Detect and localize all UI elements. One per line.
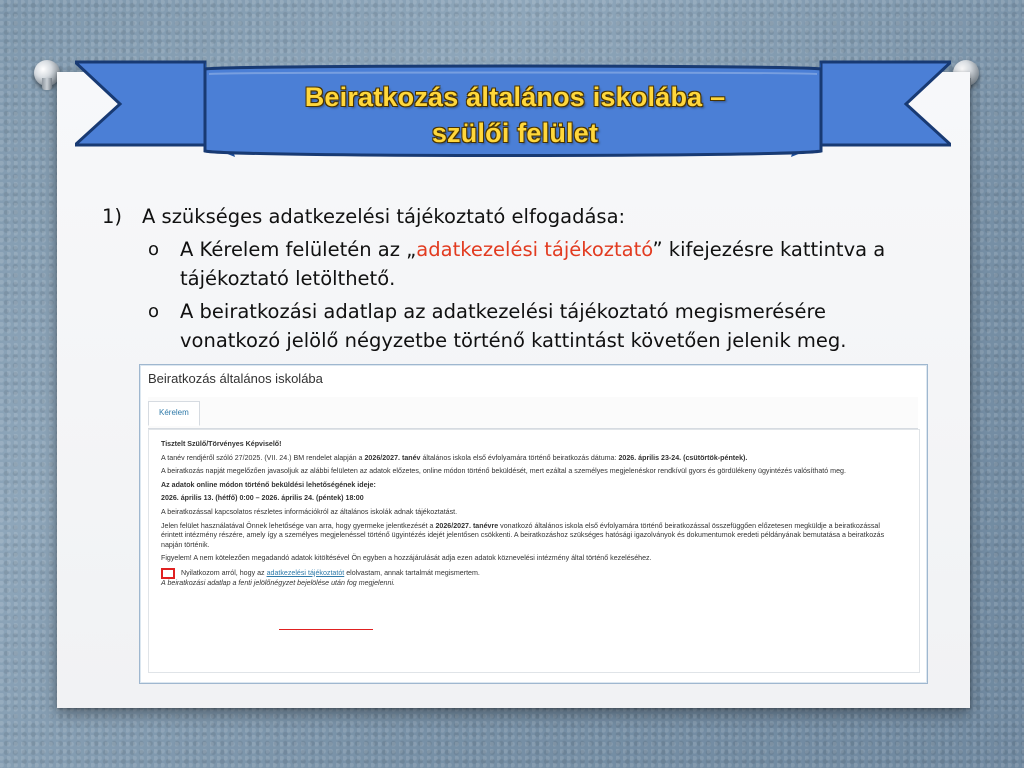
embedded-tab-bar (148, 397, 918, 429)
slide-title-line-1: Beiratkozás általános iskolába – (304, 82, 726, 112)
consent-row (161, 568, 903, 579)
privacy-notice-phrase: adatkezelési tájékoztató (416, 238, 653, 261)
consent-checkbox[interactable] (161, 568, 175, 579)
sub-bullet-2-text: A beiratkozási adatlap az adatkezelési tájékoztató megismerésére vonatkozó jelölő négyzetbe történő kattintást követően jelenik meg. (180, 300, 847, 352)
greeting-text: Tisztelt Szülő/Törvényes Képviselő! (161, 440, 282, 448)
sub-bullet-1-text (174, 235, 930, 293)
online-window-dates: 2026. április 13. (hétfő) 0:00 – 2026. április 24. (péntek) 18:00 (161, 494, 364, 503)
para4-suffix: vonatkozó általános iskola első évfolyamára történő beiratkozással összefüggően előzetesen megküldje a beiratkozással érintett intézmény részére, amely így a személyes megjelenéssel történő ügyintézés idejét jelentősen csökkenti. A beiratkozáshoz szükséges hatósági igazolványok és dokumentumok eredeti példányának bemutatása a beiratkozás napján történik. (161, 521, 885, 549)
consent-suffix: elolvastam, annak tartalmát megismertem. (344, 568, 480, 577)
consent-prefix: Nyilatkozom arról, hogy az (181, 568, 267, 577)
form-display-note: A beiratkozási adatlap a fenti jelölőnégyzet bejelölése után fog megjelenni. (161, 578, 395, 587)
sub-bullet-2 (148, 297, 930, 355)
para1-mid: általános iskola első évfolyamára történő beiratkozás dátuma: (420, 453, 619, 462)
sub-bullet-1-suffix: ” kifejezésre kattintva a tájékoztató letölthető. (180, 238, 886, 290)
circle-bullet-icon: o (148, 301, 160, 322)
school-year-paragraph (161, 454, 903, 464)
consent-text (181, 569, 480, 579)
para4-prefix: Jelen felület használatával Önnek lehetősége van arra, hogy gyermeke jelentkezését a (161, 521, 436, 530)
slide-content (90, 202, 930, 355)
embedded-form-body (161, 440, 903, 593)
surface-usage-paragraph (161, 522, 903, 551)
tab-kerelem[interactable]: Kérelem (148, 401, 200, 426)
para1-bold-year: 2026/2027. tanév (364, 453, 421, 462)
numbered-item (102, 202, 930, 231)
para1-prefix: A tanév rendjéről szóló 27/2025. (VII. 24.) BM rendelet alapján a (161, 453, 365, 462)
embedded-page-title: Beiratkozás általános iskolába (148, 371, 323, 386)
online-window-heading: Az adatok online módon történő beküldési lehetőségének ideje: (161, 480, 376, 489)
warning-paragraph: Figyelem! A nem kötelezően megadandó adatok kitöltésével Ön egyben a hozzájárulását adja ezen adatok köznevelési intézmény által történő kezeléséhez. (161, 554, 652, 563)
item-text: A szükséges adatkezelési tájékoztató elfogadása: (142, 205, 626, 228)
slide-title-line-2: szülői felület (431, 118, 599, 148)
para1-bold-date: 2026. április 23-24. (csütörtök-péntek). (618, 453, 748, 462)
privacy-notice-link[interactable]: adatkezelési tájékoztatót (266, 568, 345, 577)
info-paragraph: A beiratkozással kapcsolatos részletes információkról az általános iskolák adnak tájékoztatást. (161, 507, 458, 516)
embedded-form-screenshot (139, 364, 928, 684)
embedded-form-panel (148, 429, 920, 673)
slide-title (215, 79, 815, 151)
sub-bullet-1 (148, 235, 930, 293)
para4-bold-year: 2026/2027. tanévre (435, 521, 499, 530)
item-number: 1) (102, 205, 123, 228)
online-advice-paragraph: A beiratkozás napját megelőzően javasoljuk az alábbi felületen az adatok előzetes, online módon történő beküldését, mert ezáltal a személyes megjelenéskor rendkívül gyors és gördülékeny ügyintézés valósítható meg. (161, 467, 846, 476)
title-ribbon (75, 57, 951, 167)
sub-bullet-1-prefix: A Kérelem felületén az „ (180, 238, 417, 261)
circle-bullet-icon: o (148, 239, 160, 260)
link-highlight-underline (279, 629, 373, 630)
